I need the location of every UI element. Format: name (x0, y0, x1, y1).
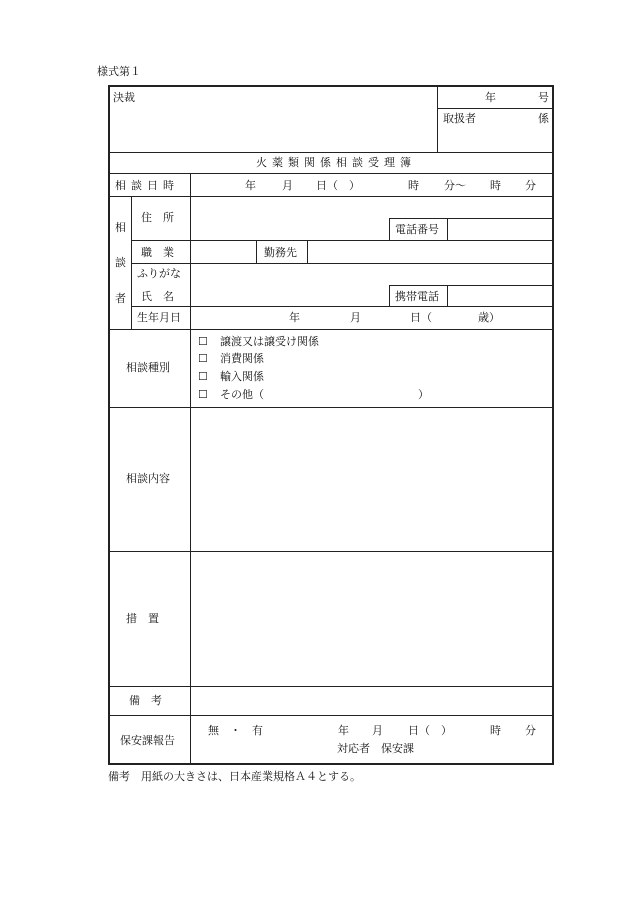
rule (437, 86, 438, 152)
name-label: 氏 名 (141, 290, 174, 303)
consultant-label-3: 者 (115, 292, 126, 305)
datetime-minute-to: 分～ (444, 179, 466, 192)
content-label: 相談内容 (126, 472, 170, 485)
datetime-month: 月 (282, 179, 293, 192)
datetime-hour: 時 (408, 179, 419, 192)
measures-label: 措 置 (126, 612, 159, 625)
form-number: 様式第１ (97, 65, 141, 78)
workplace-label: 勤務先 (264, 246, 297, 259)
handler-label: 取扱者 (443, 112, 476, 125)
rule (389, 218, 553, 219)
rule (109, 686, 553, 687)
birth-label: 生年月日 (137, 311, 181, 324)
consultant-label-1: 相 (115, 221, 126, 234)
rule (389, 218, 390, 240)
mobile-label: 携帯電話 (395, 290, 439, 303)
report-responder: 対応者 保安課 (337, 742, 414, 755)
approval-year: 年 (485, 91, 496, 104)
rule (437, 108, 553, 109)
checkbox-icon[interactable]: ☐ (198, 388, 208, 401)
datetime-label: 相談日時 (115, 179, 179, 192)
type-option-3: 輸入関係 (220, 370, 264, 383)
checkbox-icon[interactable]: ☐ (198, 335, 208, 348)
rule (389, 285, 553, 286)
type-option-2: 消費関係 (220, 352, 264, 365)
consultant-label-2: 談 (115, 256, 126, 269)
rule (109, 173, 553, 174)
rule (389, 285, 390, 306)
form-title: 火薬類関係相談受理簿 (256, 156, 416, 169)
report-month: 月 (372, 724, 383, 737)
age-label: 歳） (478, 311, 500, 324)
report-minute: 分 (525, 724, 536, 737)
rule (131, 263, 553, 264)
checkbox-icon[interactable]: ☐ (198, 352, 208, 365)
report-none-has: 無 ・ 有 (208, 724, 263, 737)
approval-label: 決裁 (113, 91, 135, 104)
rule (109, 551, 553, 552)
approval-number: 号 (538, 91, 549, 104)
datetime-minute2: 分 (525, 179, 536, 192)
rule (109, 329, 553, 330)
report-day: 日（ ） (408, 724, 452, 737)
remarks-label: 備 考 (129, 694, 162, 707)
report-hour: 時 (490, 724, 501, 737)
rule (447, 285, 448, 306)
rule (109, 407, 553, 408)
type-label: 相談種別 (126, 361, 170, 374)
rule (131, 306, 553, 307)
phone-label: 電話番号 (395, 223, 439, 236)
rule (109, 196, 553, 197)
rule (131, 196, 132, 329)
address-label: 住 所 (141, 211, 174, 224)
rule (256, 240, 257, 263)
report-label: 保安課報告 (120, 734, 175, 747)
type-option-1: 譲渡又は譲受け関係 (220, 335, 319, 348)
type-option-4: その他（ (220, 388, 264, 401)
datetime-hour2: 時 (490, 179, 501, 192)
report-year: 年 (338, 724, 349, 737)
rule (447, 218, 448, 240)
birth-month: 月 (350, 311, 361, 324)
clerk-label: 係 (538, 112, 549, 125)
footnote: 備考 用紙の大きさは、日本産業規格Ａ４とする。 (108, 770, 361, 783)
rule (131, 240, 553, 241)
birth-year: 年 (289, 311, 300, 324)
rule (109, 715, 553, 716)
rule (307, 240, 308, 263)
checkbox-icon[interactable]: ☐ (198, 370, 208, 383)
type-other-close: ） (418, 388, 429, 401)
datetime-year: 年 (245, 179, 256, 192)
rule (190, 173, 191, 763)
rule (109, 152, 553, 153)
occupation-label: 職 業 (141, 246, 174, 259)
birth-day: 日（ (410, 311, 432, 324)
furigana-label: ふりがな (137, 267, 181, 280)
datetime-day: 日（ ） (316, 179, 360, 192)
